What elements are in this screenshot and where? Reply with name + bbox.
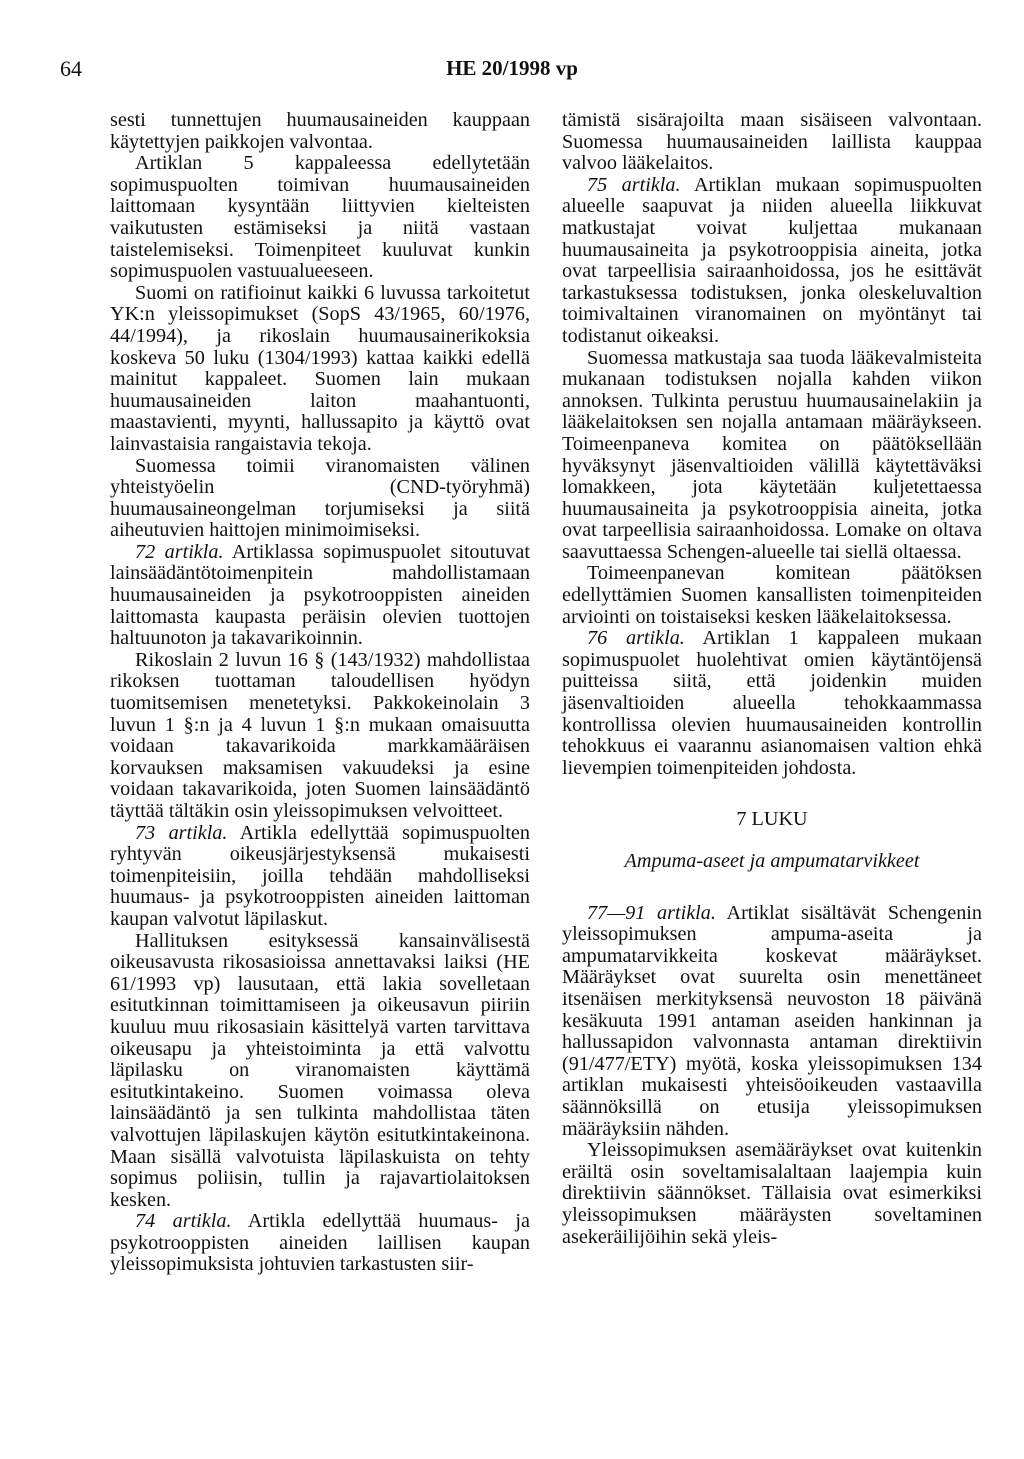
- article-label: 72 artikla.: [135, 540, 224, 563]
- paragraph: [110, 823, 530, 931]
- paragraph: Suomi on ratifioinut kaikki 6 luvussa tarkoitetut YK:n yleissopimukset (SopS 43/1965, 60/1976, 44/1994), ja rikoslain huumausainerikoksia koskeva 50 luku (1304/1993) kattaa kaikki edellä mainitut kappaleet. Suomen lain mukaan huumausaineiden laiton maahantuonti, maastavienti, myynti, hallussapito ja käyttö ovat lainvastaisia rangaistavia tekoja.: [110, 281, 530, 455]
- chapter-heading: 7 LUKU: [736, 808, 808, 831]
- paragraph: [110, 1211, 530, 1276]
- left-column: [110, 110, 530, 1276]
- paragraph: Yleissopimuksen asemääräykset ovat kuitenkin eräiltä osin soveltamisalaltaan laajempia kuin direktiivin säännökset. Tällaisia ovat esimerkiksi yleissopimuksen määräysten soveltaminen asekeräilijöihin sekä yleis-: [562, 1139, 982, 1248]
- chapter-title: Ampuma-aseet ja ampumatarvikkeet: [624, 850, 920, 872]
- paragraph: Hallituksen esityksessä kansainvälisestä oikeusavusta rikosasioissa annettavaksi laiksi (HE 61/1993 vp) lausutaan, että lakia sovelletaan esitutkinnan toimittamiseen ja oikeusavun piiriin kuuluu muu rikosasiain käsittelyä varten tarvittava oikeusapu ja yhteistoiminta ja että valvottu läpilasku on viranomaisten käyttämä esitutkintakeino. Suomen voimassa oleva lainsäädäntö ja sen tulkinta mahdollistaa täten valvottujen läpilaskujen käytön esitutkintakeinona. Maan sisällä valvotuista läpilaskuista on tehty sopimus poliisin, tullin ja rajavartiolaitoksen kesken.: [110, 929, 530, 1211]
- paragraph: Artiklan 5 kappaleessa edellytetään sopimuspuolten toimivan huumausaineiden laittomaan kysyntään liittyvien kielteisten vaikutusten estämiseksi ja niitä vastaan taistelemiseksi. Toimenpiteet kuuluvat kunkin sopimuspuolen vastuualueeseen.: [110, 152, 530, 283]
- right-column: [562, 110, 982, 1248]
- page-number: 64: [60, 56, 82, 81]
- paragraph: tämistä sisärajoilta maan sisäiseen valvontaan. Suomessa huumausaineiden laillista kauppaa valvoo lääkelaitos.: [562, 109, 982, 175]
- article-label: 76 artikla.: [587, 627, 685, 650]
- paragraph-text: Artiklassa sopimuspuolet sitoutuvat lainsäädäntötoimenpitein mahdollistamaan huumausaineiden ja psykotrooppisten aineiden laittomasta kaupasta peräisin olevien tuottojen haltuunoton ja takavarikoinnin.: [110, 540, 530, 650]
- paragraph: [562, 903, 982, 1141]
- article-label: 73 artikla.: [135, 821, 228, 844]
- article-label: 77—91 artikla.: [587, 901, 716, 924]
- paragraph: Rikoslain 2 luvun 16 § (143/1932) mahdollistaa rikoksen tuottaman taloudellisen hyödyn tuomitsemisen menetetyksi. Pakkokeinolain 3 luvun 1 §:n ja 4 luvun 1 §:n mukaan omaisuutta voidaan takavarikoida markkamääräisen korvauksen maksamisen vakuudeksi ja esine voidaan takavarikoida, joten Suomen lainsäädäntö täyttää tältäkin osin yleissopimuksen velvoitteet.: [110, 648, 530, 822]
- article-label: 75 artikla.: [587, 173, 681, 196]
- paragraph: [110, 542, 530, 650]
- document-title: HE 20/1998 vp: [446, 56, 578, 80]
- article-label: 74 artikla.: [135, 1210, 232, 1233]
- paragraph: Suomessa toimii viranomaisten välinen yhteistyöelin (CND-työryhmä) huumausaineongelman torjumiseksi ja siitä aiheutuvien haittojen minimoimiseksi.: [110, 454, 530, 542]
- paragraph-text: Artiklat sisältävät Schengenin yleissopimuksen ampuma-aseita ja ampumatarvikkeita koskevat määräykset. Määräykset ovat suurelta osin menettäneet itsenäisen merkityksensä neuvoston 18 päivänä kesäkuuta 1991 antaman aseiden hankinnan ja hallussapidon valvonnasta antaman direktiivin (91/477/ETY) myötä, koska yleissopimuksen 134 artiklan mukaisesti yhteisöoikeuden vastaavilla säännöksillä on etusija yleissopimuksen määräyksiin nähden.: [562, 901, 982, 1140]
- paragraph-text: Artikla edellyttää sopimuspuolten ryhtyvän oikeusjärjestyksensä mukaisesti toimenpiteisiin, joilla tehdään mahdolliseksi huumaus- ja psykotrooppisten aineiden laittoman kaupan valvotut läpilaskut.: [110, 821, 530, 930]
- paragraph: Toimeenpanevan komitean päätöksen edellyttämien Suomen kansallisten toimenpiteiden arviointi on toistaiseksi kesken lääkelaitoksessa.: [562, 562, 982, 628]
- paragraph: [562, 175, 982, 348]
- page-header: [0, 56, 1024, 88]
- paragraph: sesti tunnettujen huumausaineiden kauppaan käytettyjen paikkojen valvontaa.: [110, 109, 530, 153]
- paragraph-text: Artiklan 1 kappaleen mukaan sopimuspuolet huolehtivat omien käytäntöjensä puitteissa siitä, että joidenkin muiden jäsenvaltioiden alueella tehokkaammassa kontrollissa olevien huumausaineiden kontrollin tehokkuus ei vaarannu asianomaisen valtion ehkä lievempien toimenpiteiden johdosta.: [562, 627, 982, 779]
- paragraph-text: Artiklan mukaan sopimuspuolten alueelle saapuvat ja niiden alueella liikkuvat matkustajat voivat kuljettaa mukanaan huumausaineita ja psykotrooppisia aineita, jotka ovat tarpeellisia sairaanhoidossa, jos he esittävät tarkastuksessa todistuksen, jonka oleskeluvaltion toimivaltainen viranomainen on myöntänyt tai todistanut oikeaksi.: [562, 173, 982, 347]
- paragraph-text: Artikla edellyttää huumaus- ja psykotrooppisten aineiden laillisen kaupan yleissopimuksista johtuvien tarkastusten siir-: [110, 1210, 530, 1276]
- paragraph: [562, 628, 982, 779]
- paragraph: Suomessa matkustaja saa tuoda lääkevalmisteita mukanaan todistuksen nojalla kahden viikon annoksen. Tulkinta perustuu huumausainelakiin ja lääkelaitoksen sen nojalla antamaan määräykseen. Toimeenpaneva komitea on päätöksellään hyväksynyt jäsenvaltioiden välillä käytettäväksi lomakkeen, jota käytetään kuljetettaessa huumausaineita ja psykotrooppisia aineita, jotka ovat tarpeellisia sairaanhoidossa. Lomake on oltava saavuttaessa Schengen-alueelle tai siellä oltaessa.: [562, 346, 982, 563]
